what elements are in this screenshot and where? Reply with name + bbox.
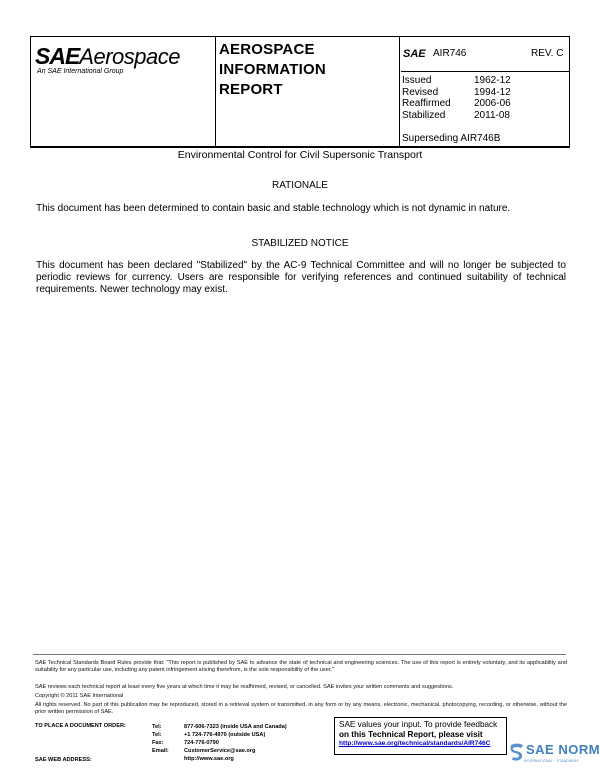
order-label: TO PLACE A DOCUMENT ORDER: (35, 723, 126, 729)
contact-email[interactable]: CustomerService@sae.org (184, 748, 256, 754)
doc-type-line-1: AEROSPACE (219, 41, 315, 58)
contact-key: Tel: (152, 724, 162, 730)
document-header (30, 36, 570, 161)
logo-sae-text: SAE (35, 43, 80, 69)
copyright-line: Copyright © 2011 SAE International (35, 693, 124, 699)
watermark-subtext: INTERNATIONAL · STANDARDS (524, 759, 579, 763)
doc-type-line-2: INFORMATION (219, 61, 326, 78)
contact-key: Fax: (152, 740, 164, 746)
footer-divider (33, 654, 566, 655)
date-row (402, 75, 568, 87)
date-label: Reaffirmed (402, 98, 451, 109)
rights-text: All rights reserved. No part of this publication may be reproduced, stored in a retrieval system or transmitted, in any form or by any means, electronic, mechanical, photocopying, recording, or otherwise, without the prior written permission of SAE. (35, 702, 567, 715)
rationale-paragraph: This document has been determined to contain basic and stable technology which is not dynamic in nature. (36, 203, 511, 214)
board-rules-text: SAE Technical Standards Board Rules provide that: "This report is published by SAE to advance the state of technical and engineering sciences. The use of this report is entirely voluntary, and its applicability and suitability for any particular use, including any patent infringement arising therefrom, is the sole responsibility of the user." (35, 660, 567, 673)
rationale-heading: RATIONALE (272, 180, 328, 191)
sae-aerospace-logo (35, 43, 215, 83)
doc-type-line-3: REPORT (219, 81, 283, 98)
date-list (402, 75, 568, 121)
superseding-note: Superseding AIR746B (402, 133, 501, 144)
contact-row (152, 739, 287, 747)
contact-row (152, 731, 287, 739)
document-number: AIR746 (433, 48, 467, 59)
contact-value: 724-776-0790 (184, 740, 219, 746)
date-row (402, 98, 568, 110)
date-value: 1962-12 (474, 75, 511, 86)
stabilized-heading: STABILIZED NOTICE (251, 238, 349, 249)
date-value: 2006-06 (474, 98, 511, 109)
contact-key (152, 755, 184, 763)
contact-value: 877-606-7323 (inside USA and Canada) (184, 724, 287, 730)
sae-norm-watermark (508, 742, 598, 772)
header-divider (215, 37, 216, 146)
date-value: 1994-12 (474, 86, 511, 98)
logo-subtitle: An SAE International Group (37, 68, 124, 75)
contact-key: Tel: (152, 732, 162, 738)
document-type (219, 40, 389, 100)
date-value: 2011-08 (474, 109, 510, 121)
watermark-text: SAE NORM (526, 742, 600, 757)
header-divider (399, 37, 400, 146)
date-label: Revised (402, 86, 439, 98)
review-note: SAE reviews each technical report at least every five years at which time it may be reaffirmed, revised, or cancelled. SAE invites your written comments and suggestions. (35, 684, 454, 690)
date-row (402, 110, 568, 122)
feedback-line-2: on this Technical Report, please visit (339, 729, 483, 739)
contact-row (152, 755, 287, 763)
feedback-link[interactable]: http://www.sae.org/technical/standards/AIR746C (339, 740, 491, 747)
feedback-line-1: SAE values your input. To provide feedback (339, 720, 498, 729)
feedback-box (334, 717, 507, 755)
contact-row (152, 723, 287, 731)
sae-mark: SAE (403, 48, 426, 60)
contact-row (152, 747, 287, 755)
contact-key: Email: (152, 748, 169, 754)
document-title: Environmental Control for Civil Supersonic Transport (177, 149, 423, 161)
date-row (402, 87, 568, 99)
date-label: Issued (402, 75, 432, 86)
date-label: Stabilized (402, 109, 446, 121)
logo-aerospace-text: Aerospace (79, 44, 180, 69)
doc-id-block (401, 37, 569, 73)
title-divider (31, 146, 569, 147)
stabilized-paragraph: This document has been declared "Stabilized" by the AC-9 Technical Committee and will no longer be subjected to periodic reviews for currency. Users are responsible for verifying references and continued suitability of technical requirements. Newer technology may exist. (36, 260, 566, 295)
doc-id-divider (401, 71, 569, 72)
web-address-link[interactable]: http://www.sae.org (184, 756, 234, 762)
web-address-label: SAE WEB ADDRESS: (35, 757, 92, 763)
contact-list (152, 723, 287, 763)
contact-value: +1 724-776-4970 (outside USA) (184, 732, 266, 738)
revision-label: REV. C (531, 48, 564, 59)
